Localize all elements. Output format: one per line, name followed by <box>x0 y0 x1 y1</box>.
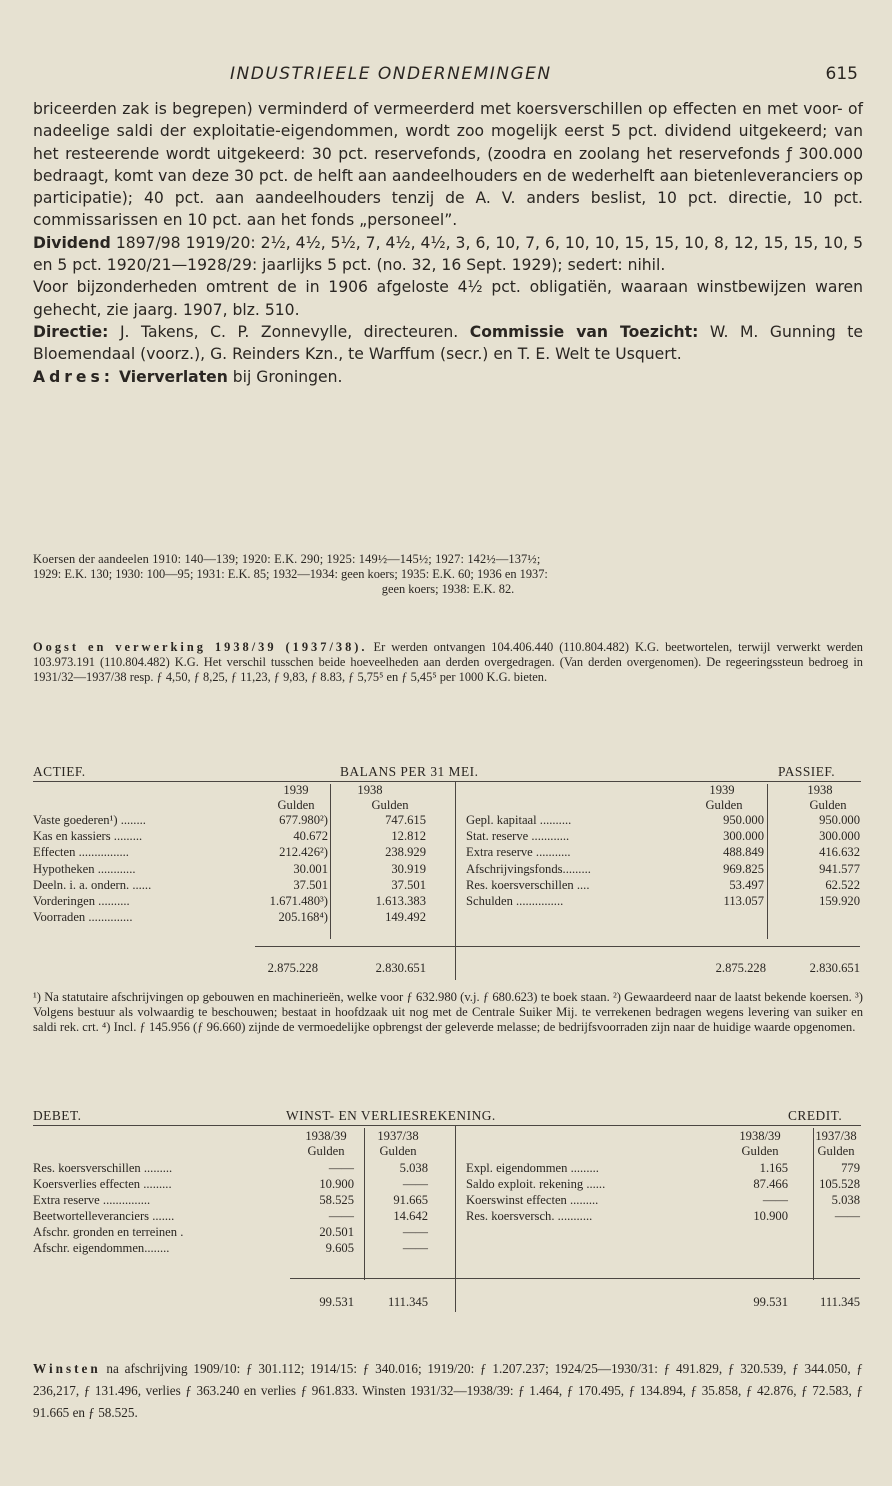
oogst-paragraph <box>33 640 863 685</box>
adres-text: bij Groningen. <box>227 367 343 386</box>
balans-title: BALANS PER 31 MEI. <box>340 764 479 779</box>
row-value-current: 113.057 <box>723 894 764 908</box>
koersen-line-3: geen koers; 1938: E.K. 82. <box>381 582 515 596</box>
balans-center-rule <box>455 781 456 980</box>
koersen-line-1: Koersen der aandeelen 1910: 140—139; 1920: E.K. 290; 1925: 149½—145½; 1927: 142½—137½; <box>33 552 541 566</box>
row-label-text: Saldo exploit. rekening <box>466 1177 584 1191</box>
row-label-text: Vaste goederen¹) <box>33 813 118 827</box>
row-leader-dots: ............... <box>99 1193 151 1207</box>
row-value-previous: 5.038 <box>399 1161 428 1175</box>
row-label-text: Voorraden <box>33 910 86 925</box>
row-leader-dots: .... <box>573 877 590 892</box>
paragraph-distribution: briceerden zak is begrepen) verminderd of vermeerderd met koersverschillen op effecten en met voor- of nadeelige saldi der exploitatie-eigendommen, wordt zoo mogelijk eerst 5 pct. dividend uitgekeerd; van het resteerende wordt uitgekeerd: 30 pct. reservefonds, (zoodra en zoolang het reservefonds ƒ 300.000 bedraagt, komt van deze 30 pct. de helft aan aandeelhouders en de wederhelft aan bietenleveranciers op participatie); 40 pct. aan aandeelhouders tenzij de A. V. anders beslist, 10 pct. directie, 10 pct. commissarissen en 10 pct. aan het fonds „personeel”. <box>33 100 863 230</box>
winst-left-year-2: 1937/38 <box>377 1129 419 1143</box>
row-leader-dots: .......... <box>536 813 572 827</box>
winst-left-year-1: 1938/39 <box>305 1129 347 1143</box>
dividend-text: 1897/98 1919/20: 2½, 4½, 5½, 7, 4½, 4½, 3, 6, 10, 7, 6, 10, 10, 15, 15, 10, 8, 12, 15, 15, 10, 5 en 5 pct. 1920/21—1928/29: jaarlijks 5 pct. (no. 32, 16 Sept. 1929); sedert: nihil. <box>33 233 863 275</box>
balans-left-unit-2: Gulden <box>371 798 409 812</box>
row-value-previous: 416.632 <box>819 845 860 860</box>
table-row-label <box>466 846 571 860</box>
row-label-text: Afschr. gronden en terreinen <box>33 1225 178 1239</box>
table-row-label <box>33 863 136 877</box>
row-value-current: 1.671.480³) <box>269 894 328 908</box>
adres-label: Adres: <box>33 367 115 386</box>
winst-right-total-2: 111.345 <box>820 1295 860 1309</box>
row-value-current: —— <box>762 1193 788 1207</box>
commissie-label: Commissie van Toezicht: <box>469 322 699 341</box>
balans-left-col-rule <box>330 784 331 939</box>
oogst-block <box>33 640 863 685</box>
winst-right-unit-2: Gulden <box>817 1144 855 1158</box>
table-row-label <box>466 1178 605 1192</box>
row-value-previous: 950.000 <box>819 813 860 827</box>
row-value-current: 9.605 <box>325 1241 354 1255</box>
balans-left-total-1: 2.875.228 <box>267 961 318 975</box>
directie-text: J. Takens, C. P. Zonnevylle, directeuren. <box>108 322 459 341</box>
commissie-text: W. M. Gunning te Bloemendaal (voorz.), G. Reinders Kzn., te Warffum (secr.) en T. E. Welt te Usquert. <box>33 322 863 364</box>
row-value-previous: 5.038 <box>831 1193 860 1207</box>
row-value-previous: 105.528 <box>819 1177 860 1191</box>
winst-left-unit-2: Gulden <box>379 1144 417 1158</box>
row-label-text: Effecten <box>33 845 76 860</box>
row-value-current: 969.825 <box>723 861 764 876</box>
winsten-text: na afschrijving 1909/10: ƒ 301.112; 1914/15: ƒ 340.016; 1919/20: ƒ 1.207.237; 1924/25—1930/31: ƒ 491.829, ƒ 320.539, ƒ 344.050, ƒ 236,217, ƒ 131.496, verlies ƒ 363.240 en verlies ƒ 961.833. Winsten 1931/32—1938/39: ƒ 1.464, ƒ 170.495, ƒ 134.894, ƒ 35.858, ƒ 42.876, ƒ 72.583, ƒ 91.665 en ƒ 58.525. <box>33 1361 863 1420</box>
row-value-current: 205.168⁴) <box>278 910 328 925</box>
row-value-current: 488.849 <box>723 845 764 860</box>
row-label-text: Koerswinst effecten <box>466 1193 567 1207</box>
winst-total-rule <box>290 1278 860 1279</box>
winst-right-unit-1: Gulden <box>741 1144 779 1158</box>
table-row-label <box>33 846 129 860</box>
row-leader-dots: ...... <box>129 877 152 892</box>
balans-left-title: ACTIEF. <box>33 764 86 779</box>
row-label-text: Res. koersverschillen <box>33 1161 141 1175</box>
balans-left-unit-1: Gulden <box>277 798 315 812</box>
main-text <box>33 98 863 388</box>
oogst-text: Er werden ontvangen 104.406.440 (110.804.482) K.G. beetwortelen, terwijl verwerkt werden 103.973.191 (110.804.482) K.G. Het verschil tusschen beide hoeveelheden aan derden overgedragen. (Van derden overgenomen). De regeeringssteun bedroeg in 1931/32—1937/38 resp. ƒ 4,50, ƒ 8,25, ƒ 11,23, ƒ 9,83, ƒ 8.83, ƒ 5,75⁵ en ƒ 5,45⁵ per 1000 K.G. bieten. <box>33 640 863 684</box>
page-number: 615 <box>825 64 858 84</box>
row-leader-dots: . <box>177 1225 184 1239</box>
row-leader-dots: ........... <box>532 845 571 860</box>
row-value-previous: 12.812 <box>391 829 426 844</box>
table-row-label <box>33 1162 172 1176</box>
running-header <box>0 64 892 86</box>
balans-left-year-1: 1939 <box>283 783 309 797</box>
table-row-label <box>33 1242 169 1256</box>
table-row-label <box>466 1194 598 1208</box>
row-leader-dots: ......... <box>140 1177 172 1191</box>
table-row-label <box>33 895 130 909</box>
balans-left-total-2: 2.830.651 <box>375 961 426 975</box>
row-leader-dots: ......... <box>110 829 143 844</box>
row-value-current: 950.000 <box>723 813 764 827</box>
koersen-block <box>33 552 863 597</box>
winst-right-title: CREDIT. <box>788 1108 843 1123</box>
row-label-text: Koersverlies effecten <box>33 1177 141 1191</box>
row-leader-dots: ......... <box>567 1161 599 1175</box>
table-row-label <box>33 1178 172 1192</box>
row-value-current: 10.900 <box>753 1209 788 1223</box>
row-value-previous: 149.492 <box>385 910 426 925</box>
table-row-label <box>466 895 563 909</box>
table-row-label <box>33 1210 174 1224</box>
balans-right-title: PASSIEF. <box>778 764 836 779</box>
row-leader-dots: . ........... <box>551 1209 593 1223</box>
row-value-previous: 1.613.383 <box>375 894 426 908</box>
row-value-previous: 238.929 <box>385 845 426 860</box>
row-value-current: 20.501 <box>319 1225 354 1239</box>
row-value-current: 40.672 <box>293 829 328 844</box>
row-value-previous: —— <box>402 1241 428 1255</box>
row-value-previous: 941.577 <box>819 861 860 876</box>
row-label-text: Res. koersverschillen <box>466 877 574 892</box>
row-leader-dots: ...... <box>583 1177 606 1191</box>
row-value-previous: 91.665 <box>393 1193 428 1207</box>
row-value-current: 1.165 <box>759 1161 788 1175</box>
table-row-label <box>33 1226 183 1240</box>
table-row-label <box>466 1162 599 1176</box>
row-leader-dots: ............... <box>512 894 564 908</box>
table-row-label <box>466 879 589 893</box>
row-value-current: 30.001 <box>293 861 328 876</box>
row-value-previous: —— <box>402 1225 428 1239</box>
paragraph-adres <box>33 366 863 388</box>
table-row-label <box>33 814 146 828</box>
koersen-line-2: 1929: E.K. 130; 1930: 100—95; 1931: E.K. 85; 1932—1934: geen koers; 1935: E.K. 60; 1936 en 1937: <box>33 567 548 581</box>
row-value-current: 87.466 <box>753 1177 788 1191</box>
row-label-text: Stat. reserve <box>466 829 529 844</box>
row-leader-dots: ................ <box>75 845 129 860</box>
row-label-text: Expl. eigendommen <box>466 1161 568 1175</box>
balans-footnotes <box>33 990 863 1036</box>
winst-center-rule <box>455 1125 456 1312</box>
row-value-previous: 747.615 <box>385 813 426 827</box>
row-leader-dots: ............ <box>528 829 570 844</box>
paragraph-obligaties: Voor bijzonderheden omtrent de in 1906 afgeloste 4½ pct. obligatiën, waaraan winstbewijzen waren gehecht, zie jaarg. 1907, blz. 510. <box>33 278 863 319</box>
paragraph-dividend <box>33 232 863 277</box>
row-value-current: 58.525 <box>319 1193 354 1207</box>
row-value-current: —— <box>328 1209 354 1223</box>
table-row-label <box>466 863 591 877</box>
balans-right-total-1: 2.875.228 <box>715 961 766 975</box>
balans-right-unit-1: Gulden <box>705 798 743 812</box>
winsten-paragraph <box>33 1358 863 1424</box>
row-leader-dots: ......... <box>562 861 591 876</box>
balans-right-col-rule <box>767 784 768 939</box>
row-value-previous: 159.920 <box>819 894 860 908</box>
table-row-label <box>466 814 571 828</box>
balans-left-year-2: 1938 <box>357 783 383 797</box>
row-leader-dots: ......... <box>140 1161 173 1175</box>
winst-left-total-1: 99.531 <box>319 1295 354 1309</box>
row-leader-dots: .............. <box>85 910 133 925</box>
winst-right-year-2: 1937/38 <box>815 1129 857 1143</box>
winst-left-total-2: 111.345 <box>388 1295 428 1309</box>
row-label-text: Schulden <box>466 894 513 908</box>
row-leader-dots: ....... <box>149 1209 175 1223</box>
row-label-text: Beetwortelleveranciers <box>33 1209 150 1223</box>
row-label-text: Vorderingen <box>33 894 96 908</box>
adres-place: Vierverlaten <box>118 367 228 386</box>
row-label-text: Extra reserve <box>466 845 533 860</box>
balans-right-unit-2: Gulden <box>809 798 847 812</box>
row-leader-dots: .......... <box>95 894 130 908</box>
row-label-text: Extra reserve <box>33 1193 100 1207</box>
row-value-previous: 30.919 <box>391 861 426 876</box>
balans-top-rule <box>33 781 861 782</box>
table-row-label <box>466 830 569 844</box>
row-value-current: 37.501 <box>293 877 328 892</box>
table-row-label <box>33 830 142 844</box>
paragraph-management <box>33 321 863 366</box>
row-label-text: Gepl. kapitaal <box>466 813 537 827</box>
winst-left-unit-1: Gulden <box>307 1144 345 1158</box>
row-leader-dots: ............ <box>94 861 136 876</box>
table-row-label <box>466 1210 592 1224</box>
row-label-text: Afschr. eigendommen <box>33 1241 145 1255</box>
row-value-previous: 37.501 <box>391 877 426 892</box>
winst-left-title: DEBET. <box>33 1108 82 1123</box>
winst-right-year-1: 1938/39 <box>739 1129 781 1143</box>
balans-right-year-1: 1939 <box>709 783 735 797</box>
balans-right-total-2: 2.830.651 <box>809 961 860 975</box>
row-value-previous: 14.642 <box>393 1209 428 1223</box>
winst-top-rule <box>33 1125 861 1126</box>
table-row-label <box>33 1194 150 1208</box>
footnotes-text: ¹) Na statutaire afschrijvingen op gebouwen en machinerieën, welke voor ƒ 632.980 (v.j. ƒ 680.623) te boek staan. ²) Gewaardeerd naar de laatst bekende koersen. ³) Volgens bestuur als volwaardig te beschouwen; bestaat in hoofdzaak uit nog met de Centrale Suiker Mij. te verrekenen bedragen wegens levering van suiker en saldi rek. crt. ⁴) Incl. ƒ 145.956 (ƒ 96.660) zijnde de vermoedelijke opbrengst der geleverde melasse; de bedrijfsvoorraden zijn naar de huidige waarde opgenomen. <box>33 990 863 1035</box>
row-value-previous: 300.000 <box>819 829 860 844</box>
row-value-current: 300.000 <box>723 829 764 844</box>
row-value-current: 53.497 <box>729 877 764 892</box>
row-label-text: Deeln. i. a. ondern. <box>33 877 130 892</box>
balans-right-year-2: 1938 <box>807 783 833 797</box>
dividend-label: Dividend <box>33 233 111 252</box>
row-label-text: Hypotheken <box>33 861 95 876</box>
row-leader-dots: ........ <box>117 813 146 827</box>
row-value-current: 677.980²) <box>279 813 328 827</box>
row-value-previous: —— <box>402 1177 428 1191</box>
winsten-block <box>33 1358 863 1424</box>
row-value-current: 212.426²) <box>279 845 328 860</box>
directie-label: Directie: <box>33 322 109 341</box>
row-leader-dots: ........ <box>144 1241 170 1255</box>
row-value-previous: —— <box>834 1209 860 1223</box>
row-label-text: Afschrijvingsfonds <box>466 861 563 876</box>
row-leader-dots: ......... <box>566 1193 599 1207</box>
table-row-label <box>33 879 151 893</box>
row-value-previous: 62.522 <box>825 877 860 892</box>
row-label-text: Kas en kassiers <box>33 829 111 844</box>
header-title: INDUSTRIEELE ONDERNEMINGEN <box>230 64 552 84</box>
row-label-text: Res. koersversch <box>466 1209 552 1223</box>
row-value-current: 10.900 <box>319 1177 354 1191</box>
winst-title: WINST- EN VERLIESREKENING. <box>286 1108 496 1123</box>
table-row-label <box>33 911 132 925</box>
row-value-current: —— <box>328 1161 354 1175</box>
row-value-previous: 779 <box>841 1161 860 1175</box>
balans-total-rule <box>255 946 860 947</box>
oogst-label: Oogst en verwerking 1938/39 (1937/38). <box>33 640 368 654</box>
winsten-label: Winsten <box>33 1361 101 1376</box>
winst-right-total-1: 99.531 <box>753 1295 788 1309</box>
